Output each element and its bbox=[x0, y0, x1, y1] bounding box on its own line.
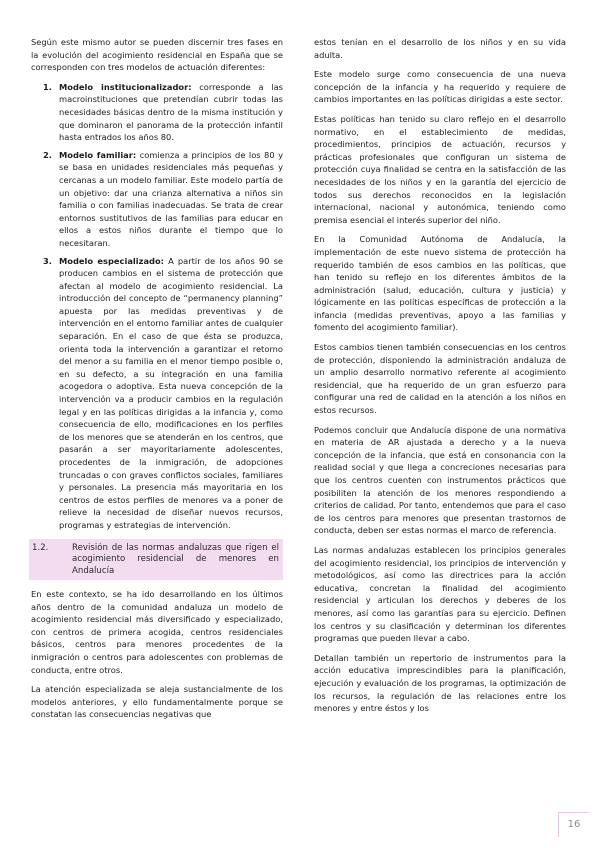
left-column bbox=[31, 36, 283, 728]
list-item bbox=[31, 255, 283, 532]
intro-paragraph: Según este mismo autor se pueden discernir tres fases en la evolución del acogimiento residencial en España que se corresponden con tres modelos de actuación diferentes: bbox=[31, 37, 283, 73]
list-term: Modelo especializado: bbox=[59, 255, 164, 266]
section-heading bbox=[29, 539, 283, 581]
right-column bbox=[314, 36, 566, 722]
body-paragraph: La atención especializada se aleja sustancialmente de los modelos anteriores, y ello fundamentalmente porque se constatan las consecuencias negativas que bbox=[31, 684, 283, 720]
body-paragraph: Este modelo surge como consecuencia de una nueva concepción de la infancia y ha requerido y requiere de cambios importantes en las políticas dirigidas a este sector. bbox=[314, 69, 566, 105]
body-paragraph: Estos cambios tienen también consecuencias en los centros de protección, disponiendo la administración andaluza de un amplio desarrollo normativo referente al acogimiento residencial, que ha requerido de un gran esfuerzo para configurar una red de calidad en la atención a los niños en estos recursos. bbox=[314, 342, 566, 416]
body-paragraph: En la Comunidad Autónoma de Andalucía, la implementación de este nuevo sistema de protección ha requerido también de esos cambios en las políticas, que han tenido su reflejo en los diferentes ámbitos de la administración (salud, educación, cultura y justicia) y lógicamente en las políticas específicas de protección a la infancia (medidas preventivas, apoyo a las familias y fomento del acogimiento familiar). bbox=[314, 234, 566, 333]
list-number: 2. bbox=[43, 149, 52, 160]
section-title: Revisión de las normas andaluzas que rigen el acogimiento residencial de menores en Andalucía bbox=[72, 542, 279, 576]
body-paragraph: Las normas andaluzas establecen los principios generales del acogimiento residencial, los principios de intervención y metodológicos, así como las directrices para la acción educativa, concretan la finalidad del acogimiento residencial y articulan los derechos y deberes de los menores, así como las garantías para su ejercicio. Definen los centros y su clasificación y determinan los diferentes programas que pueden llevar a cabo. bbox=[314, 544, 566, 644]
list-term: Modelo institucionalizador: bbox=[59, 81, 192, 92]
body-paragraph: estos tenían en el desarrollo de los niños y en su vida adulta. bbox=[314, 37, 566, 60]
list-number: 1. bbox=[43, 81, 52, 92]
list-text: corresponde a las macroinstituciones que pretendían cubrir todas las necesidades básicas dentro de la misma institución y que dominaron el panorama de la protección infantil hasta entrados los años 80. bbox=[59, 81, 283, 143]
list-text: comienza a principios de los 80 y se basa en unidades residenciales más pequeñas y cercanas a un modelo familiar. Este modelo partía de un objetivo: dar una crianza alternativa a niños sin familia o con familias inadecuadas. Se trata de crear entornos sustitutivos de las familias para educar en ellos a estos niños durante el tiempo que lo necesitaran. bbox=[59, 149, 283, 248]
page-number: 16 bbox=[558, 812, 589, 837]
list-item bbox=[31, 149, 283, 250]
list-item bbox=[31, 81, 283, 144]
body-paragraph: En este contexto, se ha ido desarrollando en los últimos años dentro de la comunidad andaluza un modelo de acogimiento residencial más diversificado y especializado, con centros de primera acogida, centros residenciales básicos, centros para menores procedentes de la inmigración o centros para adolescentes con problemas de conducta, entre otros. bbox=[31, 589, 283, 675]
list-text: A partir de los años 90 se producen cambios en el sistema de protección que afectan al modelo de acogimiento residencial. La introducción del concepto de “permanency planning” apuesta por las medidas preventivas y de intervención en el entorno familiar antes de cualquier separación. En el caso de que ésta se produzca, orienta toda la intervención a garantizar el retorno del menor a su familia en el menor tiempo posible o, en su defecto, a su integración en una familia acogedora o adoptiva. Esta nueva concepción de la intervención va a producir cambios en la regulación legal y en las políticas dirigidas a la infancia y, como consecuencia de ello, modificaciones en los perfiles de los menores que se atenderán en los centros, que pasarán a ser mayoritariamente adolescentes, procedentes de la inmigración, de adopciones truncadas o con graves conflictos sociales, familiares y personales. La presencia más mayoritaria en los centros de estos perfiles de menores va a poner de relieve la necesidad de diseñar nuevos recursos, programas y estrategias de intervención. bbox=[59, 255, 283, 530]
list-number: 3. bbox=[43, 255, 52, 266]
section-number: 1.2. bbox=[32, 542, 49, 553]
body-paragraph: Estas políticas han tenido su claro reflejo en el desarrollo normativo, en el establecimiento de medidas, procedimientos, principios de actuación, recursos y prácticas profesionales que configuran un sistema de protección cuya finalidad se centra en la satisfacción de las necesidades de los niños y en la garantía del ejercicio de todos sus derechos reconocidos en la legislación internacional, nacional y autonómica, teniendo como premisa esencial el interés superior del niño. bbox=[314, 113, 566, 225]
body-paragraph: Detallan también un repertorio de instrumentos para la acción educativa imprescindibles para la planificación, ejecución y evaluación de los programas, la optimización de los recursos, la regulación de las relaciones entre los menores y entre éstos y los bbox=[314, 652, 566, 714]
list-term: Modelo familiar: bbox=[59, 149, 137, 160]
body-paragraph: Podemos concluir que Andalucía dispone de una normativa en materia de AR ajustada a derecho y a la nueva concepción de la infancia, que está en consonancia con la realidad social y que llega a concreciones necesarias para que los centros cuenten con instrumentos prácticos que posibiliten la atención de los menores respondiendo a criterios de calidad. Por tanto, entendemos que para el caso de los centros para menores que presentan trastornos de conducta, deben ser estas normas el marco de referencia. bbox=[314, 424, 566, 536]
phases-list bbox=[31, 81, 283, 532]
